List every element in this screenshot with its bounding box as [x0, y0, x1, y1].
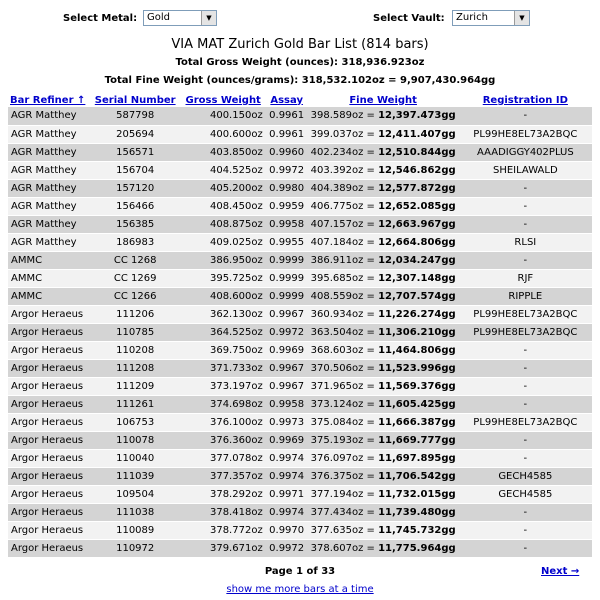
cell-serial-number: 111261: [90, 395, 181, 413]
cell-bar-refiner: AGR Matthey: [8, 161, 90, 179]
cell-assay: 0.9980: [266, 179, 308, 197]
cell-assay: 0.9999: [266, 287, 308, 305]
cell-bar-refiner: AGR Matthey: [8, 143, 90, 161]
page-title: VIA MAT Zurich Gold Bar List (814 bars): [171, 37, 429, 52]
cell-assay: 0.9973: [266, 413, 308, 431]
column-header-registration-id[interactable]: Registration ID: [459, 93, 592, 107]
cell-gross-weight: 386.950oz: [181, 251, 266, 269]
fine-weight-ounces: 407.184oz =: [310, 236, 375, 248]
cell-registration-id: PL99HE8EL73A2BQC: [459, 413, 592, 431]
cell-serial-number: 110078: [90, 431, 181, 449]
cell-fine-weight: [308, 251, 459, 269]
metal-select-value: Gold: [147, 12, 170, 23]
cell-assay: 0.9974: [266, 449, 308, 467]
fine-weight-grams: 12,577.872gg: [378, 182, 456, 194]
show-more-link[interactable]: show me more bars at a time: [226, 584, 374, 595]
fine-weight-grams: 12,397.473gg: [378, 110, 456, 122]
cell-fine-weight: [308, 179, 459, 197]
column-header-assay[interactable]: Assay: [266, 93, 308, 107]
cell-registration-id: -: [459, 341, 592, 359]
table-row: [8, 125, 592, 143]
table-body: [8, 107, 592, 557]
cell-fine-weight: [308, 359, 459, 377]
cell-bar-refiner: AGR Matthey: [8, 125, 90, 143]
fine-weight-grams: 12,411.407gg: [378, 128, 456, 140]
cell-gross-weight: 369.750oz: [181, 341, 266, 359]
cell-bar-refiner: Argor Heraeus: [8, 395, 90, 413]
filter-bar: [0, 10, 600, 28]
cell-fine-weight: [308, 503, 459, 521]
cell-serial-number: 110089: [90, 521, 181, 539]
cell-assay: 0.9958: [266, 215, 308, 233]
cell-serial-number: 111206: [90, 305, 181, 323]
fine-weight-grams: 11,669.777gg: [378, 434, 456, 446]
cell-serial-number: 156385: [90, 215, 181, 233]
cell-assay: 0.9969: [266, 341, 308, 359]
cell-bar-refiner: Argor Heraeus: [8, 359, 90, 377]
fine-weight-ounces: 404.389oz =: [310, 182, 375, 194]
cell-serial-number: 157120: [90, 179, 181, 197]
cell-assay: 0.9967: [266, 377, 308, 395]
cell-assay: 0.9961: [266, 125, 308, 143]
cell-fine-weight: [308, 287, 459, 305]
table-row: [8, 539, 592, 557]
cell-assay: 0.9955: [266, 233, 308, 251]
cell-gross-weight: 378.772oz: [181, 521, 266, 539]
cell-assay: 0.9974: [266, 467, 308, 485]
cell-bar-refiner: AMMC: [8, 287, 90, 305]
cell-assay: 0.9970: [266, 521, 308, 539]
cell-registration-id: RLSI: [459, 233, 592, 251]
cell-fine-weight: [308, 215, 459, 233]
table-row: [8, 395, 592, 413]
cell-fine-weight: [308, 305, 459, 323]
fine-weight-ounces: 395.685oz =: [310, 272, 375, 284]
cell-assay: 0.9972: [266, 161, 308, 179]
cell-serial-number: 110040: [90, 449, 181, 467]
fine-weight-ounces: 375.193oz =: [310, 434, 375, 446]
cell-registration-id: -: [459, 107, 592, 125]
fine-weight-grams: 11,569.376gg: [378, 380, 456, 392]
cell-bar-refiner: AMMC: [8, 251, 90, 269]
metal-select-label: Select Metal:: [63, 13, 138, 24]
table-row: [8, 179, 592, 197]
fine-weight-grams: 11,226.274gg: [378, 308, 456, 320]
cell-gross-weight: 404.525oz: [181, 161, 266, 179]
cell-fine-weight: [308, 107, 459, 125]
cell-serial-number: 110972: [90, 539, 181, 557]
table-row: [8, 521, 592, 539]
table-header-row: [8, 93, 592, 107]
cell-fine-weight: [308, 269, 459, 287]
total-fine-weight: Total Fine Weight (ounces/grams): 318,532.102oz = 9,907,430.964gg: [104, 75, 496, 86]
fine-weight-ounces: 398.589oz =: [310, 110, 375, 122]
vault-select[interactable]: [452, 10, 530, 26]
cell-gross-weight: 379.671oz: [181, 539, 266, 557]
cell-gross-weight: 378.292oz: [181, 485, 266, 503]
cell-registration-id: -: [459, 431, 592, 449]
cell-assay: 0.9972: [266, 323, 308, 341]
cell-registration-id: -: [459, 395, 592, 413]
cell-bar-refiner: Argor Heraeus: [8, 323, 90, 341]
fine-weight-ounces: 377.635oz =: [310, 524, 375, 536]
table-row: [8, 359, 592, 377]
cell-registration-id: -: [459, 251, 592, 269]
cell-serial-number: 205694: [90, 125, 181, 143]
cell-fine-weight: [308, 431, 459, 449]
cell-gross-weight: 395.725oz: [181, 269, 266, 287]
fine-weight-grams: 12,663.967gg: [378, 218, 456, 230]
cell-gross-weight: 408.450oz: [181, 197, 266, 215]
cell-bar-refiner: Argor Heraeus: [8, 413, 90, 431]
cell-serial-number: 111039: [90, 467, 181, 485]
fine-weight-grams: 12,546.862gg: [378, 164, 456, 176]
cell-gross-weight: 374.698oz: [181, 395, 266, 413]
cell-serial-number: 111038: [90, 503, 181, 521]
table-row: [8, 449, 592, 467]
cell-fine-weight: [308, 377, 459, 395]
cell-fine-weight: [308, 539, 459, 557]
cell-bar-refiner: Argor Heraeus: [8, 341, 90, 359]
cell-gross-weight: 405.200oz: [181, 179, 266, 197]
cell-fine-weight: [308, 413, 459, 431]
table-row: [8, 413, 592, 431]
cell-registration-id: GECH4585: [459, 467, 592, 485]
cell-assay: 0.9959: [266, 197, 308, 215]
cell-bar-refiner: Argor Heraeus: [8, 431, 90, 449]
cell-gross-weight: 362.130oz: [181, 305, 266, 323]
table-row: [8, 377, 592, 395]
cell-serial-number: 109504: [90, 485, 181, 503]
fine-weight-ounces: 377.194oz =: [310, 488, 375, 500]
fine-weight-ounces: 407.157oz =: [310, 218, 375, 230]
cell-registration-id: PL99HE8EL73A2BQC: [459, 323, 592, 341]
cell-gross-weight: 403.850oz: [181, 143, 266, 161]
fine-weight-ounces: 368.603oz =: [310, 344, 375, 356]
column-header-bar-refiner[interactable]: Bar Refiner ↑: [8, 93, 90, 107]
fine-weight-grams: 11,697.895gg: [378, 452, 456, 464]
cell-assay: 0.9961: [266, 107, 308, 125]
cell-bar-refiner: AGR Matthey: [8, 197, 90, 215]
table-row: [8, 215, 592, 233]
cell-fine-weight: [308, 521, 459, 539]
cell-fine-weight: [308, 323, 459, 341]
fine-weight-ounces: 386.911oz =: [310, 254, 375, 266]
fine-weight-ounces: 402.234oz =: [310, 146, 375, 158]
cell-registration-id: -: [459, 449, 592, 467]
fine-weight-ounces: 370.506oz =: [310, 362, 375, 374]
table-row: [8, 485, 592, 503]
cell-assay: 0.9958: [266, 395, 308, 413]
cell-assay: 0.9967: [266, 305, 308, 323]
fine-weight-ounces: 378.607oz =: [310, 542, 375, 554]
cell-registration-id: -: [459, 521, 592, 539]
cell-bar-refiner: Argor Heraeus: [8, 521, 90, 539]
cell-serial-number: CC 1268: [90, 251, 181, 269]
cell-gross-weight: 364.525oz: [181, 323, 266, 341]
cell-gross-weight: 378.418oz: [181, 503, 266, 521]
table-row: [8, 431, 592, 449]
cell-registration-id: RJF: [459, 269, 592, 287]
cell-serial-number: 186983: [90, 233, 181, 251]
metal-select[interactable]: [143, 10, 217, 26]
cell-serial-number: 111208: [90, 359, 181, 377]
cell-fine-weight: [308, 125, 459, 143]
table-row: [8, 197, 592, 215]
table-row: [8, 251, 592, 269]
cell-gross-weight: 376.360oz: [181, 431, 266, 449]
fine-weight-grams: 11,605.425gg: [378, 398, 456, 410]
fine-weight-grams: 11,464.806gg: [378, 344, 456, 356]
chevron-down-icon[interactable]: ▼: [201, 11, 216, 25]
cell-registration-id: -: [459, 503, 592, 521]
page-indicator: Page 1 of 33: [264, 566, 336, 577]
fine-weight-grams: 11,706.542gg: [378, 470, 456, 482]
column-header-serial-number[interactable]: Serial Number: [90, 93, 181, 107]
cell-assay: 0.9967: [266, 359, 308, 377]
table-row: [8, 269, 592, 287]
cell-registration-id: -: [459, 359, 592, 377]
column-header-fine-weight[interactable]: Fine Weight: [308, 93, 459, 107]
cell-fine-weight: [308, 449, 459, 467]
cell-serial-number: 156704: [90, 161, 181, 179]
cell-registration-id: GECH4585: [459, 485, 592, 503]
fine-weight-grams: 12,510.844gg: [378, 146, 456, 158]
cell-bar-refiner: Argor Heraeus: [8, 539, 90, 557]
cell-assay: 0.9971: [266, 485, 308, 503]
table-row: [8, 467, 592, 485]
next-page-link[interactable]: Next →: [541, 566, 580, 577]
cell-fine-weight: [308, 143, 459, 161]
cell-registration-id: -: [459, 539, 592, 557]
vault-select-value: Zurich: [456, 12, 488, 23]
table-row: [8, 323, 592, 341]
fine-weight-ounces: 376.097oz =: [310, 452, 375, 464]
cell-assay: 0.9960: [266, 143, 308, 161]
fine-weight-ounces: 377.434oz =: [310, 506, 375, 518]
cell-serial-number: 110208: [90, 341, 181, 359]
cell-gross-weight: 377.357oz: [181, 467, 266, 485]
fine-weight-grams: 11,775.964gg: [378, 542, 456, 554]
cell-gross-weight: 408.875oz: [181, 215, 266, 233]
cell-bar-refiner: Argor Heraeus: [8, 485, 90, 503]
cell-registration-id: AAADIGGY402PLUS: [459, 143, 592, 161]
fine-weight-grams: 11,523.996gg: [378, 362, 456, 374]
fine-weight-grams: 11,745.732gg: [378, 524, 456, 536]
cell-bar-refiner: AGR Matthey: [8, 215, 90, 233]
cell-fine-weight: [308, 233, 459, 251]
cell-gross-weight: 373.197oz: [181, 377, 266, 395]
cell-gross-weight: 377.078oz: [181, 449, 266, 467]
cell-registration-id: -: [459, 179, 592, 197]
cell-serial-number: 106753: [90, 413, 181, 431]
fine-weight-grams: 12,034.247gg: [378, 254, 456, 266]
cell-assay: 0.9972: [266, 539, 308, 557]
cell-registration-id: SHEILAWALD: [459, 161, 592, 179]
cell-assay: 0.9974: [266, 503, 308, 521]
cell-fine-weight: [308, 467, 459, 485]
total-gross-weight: Total Gross Weight (ounces): 318,936.923oz: [175, 57, 425, 68]
cell-fine-weight: [308, 161, 459, 179]
cell-registration-id: -: [459, 215, 592, 233]
table-row: [8, 233, 592, 251]
cell-bar-refiner: AMMC: [8, 269, 90, 287]
fine-weight-ounces: 399.037oz =: [310, 128, 375, 140]
cell-gross-weight: 371.733oz: [181, 359, 266, 377]
column-header-gross-weight[interactable]: Gross Weight: [181, 93, 266, 107]
cell-bar-refiner: Argor Heraeus: [8, 503, 90, 521]
cell-registration-id: PL99HE8EL73A2BQC: [459, 305, 592, 323]
cell-gross-weight: 408.600oz: [181, 287, 266, 305]
fine-weight-ounces: 376.375oz =: [310, 470, 375, 482]
fine-weight-grams: 12,652.085gg: [378, 200, 456, 212]
fine-weight-grams: 11,739.480gg: [378, 506, 456, 518]
cell-registration-id: -: [459, 377, 592, 395]
cell-bar-refiner: Argor Heraeus: [8, 467, 90, 485]
cell-registration-id: PL99HE8EL73A2BQC: [459, 125, 592, 143]
table-row: [8, 305, 592, 323]
cell-bar-refiner: AGR Matthey: [8, 107, 90, 125]
fine-weight-grams: 12,707.574gg: [378, 290, 456, 302]
cell-serial-number: 111209: [90, 377, 181, 395]
fine-weight-ounces: 373.124oz =: [310, 398, 375, 410]
cell-gross-weight: 400.150oz: [181, 107, 266, 125]
fine-weight-ounces: 406.775oz =: [310, 200, 375, 212]
cell-bar-refiner: Argor Heraeus: [8, 449, 90, 467]
cell-serial-number: 156571: [90, 143, 181, 161]
cell-fine-weight: [308, 485, 459, 503]
fine-weight-ounces: 371.965oz =: [310, 380, 375, 392]
fine-weight-grams: 11,732.015gg: [378, 488, 456, 500]
cell-registration-id: -: [459, 197, 592, 215]
cell-bar-refiner: Argor Heraeus: [8, 377, 90, 395]
fine-weight-ounces: 408.559oz =: [310, 290, 375, 302]
table-row: [8, 107, 592, 125]
cell-serial-number: CC 1269: [90, 269, 181, 287]
fine-weight-ounces: 403.392oz =: [310, 164, 375, 176]
table-row: [8, 503, 592, 521]
fine-weight-ounces: 363.504oz =: [310, 326, 375, 338]
cell-gross-weight: 400.600oz: [181, 125, 266, 143]
cell-serial-number: 156466: [90, 197, 181, 215]
cell-serial-number: 110785: [90, 323, 181, 341]
cell-fine-weight: [308, 197, 459, 215]
chevron-down-icon[interactable]: ▼: [514, 11, 529, 25]
fine-weight-grams: 11,666.387gg: [378, 416, 456, 428]
cell-fine-weight: [308, 341, 459, 359]
vault-select-label: Select Vault:: [373, 13, 445, 24]
cell-gross-weight: 376.100oz: [181, 413, 266, 431]
table-row: [8, 341, 592, 359]
table-row: [8, 287, 592, 305]
cell-serial-number: 587798: [90, 107, 181, 125]
fine-weight-grams: 12,664.806gg: [378, 236, 456, 248]
bar-list-table: [8, 93, 592, 558]
cell-assay: 0.9999: [266, 269, 308, 287]
cell-fine-weight: [308, 395, 459, 413]
cell-gross-weight: 409.025oz: [181, 233, 266, 251]
cell-assay: 0.9999: [266, 251, 308, 269]
table-row: [8, 161, 592, 179]
cell-assay: 0.9969: [266, 431, 308, 449]
cell-registration-id: RIPPLE: [459, 287, 592, 305]
cell-bar-refiner: AGR Matthey: [8, 179, 90, 197]
fine-weight-grams: 11,306.210gg: [378, 326, 456, 338]
cell-serial-number: CC 1266: [90, 287, 181, 305]
cell-bar-refiner: Argor Heraeus: [8, 305, 90, 323]
fine-weight-ounces: 375.084oz =: [310, 416, 375, 428]
fine-weight-ounces: 360.934oz =: [310, 308, 375, 320]
cell-bar-refiner: AGR Matthey: [8, 233, 90, 251]
table-row: [8, 143, 592, 161]
fine-weight-grams: 12,307.148gg: [378, 272, 456, 284]
